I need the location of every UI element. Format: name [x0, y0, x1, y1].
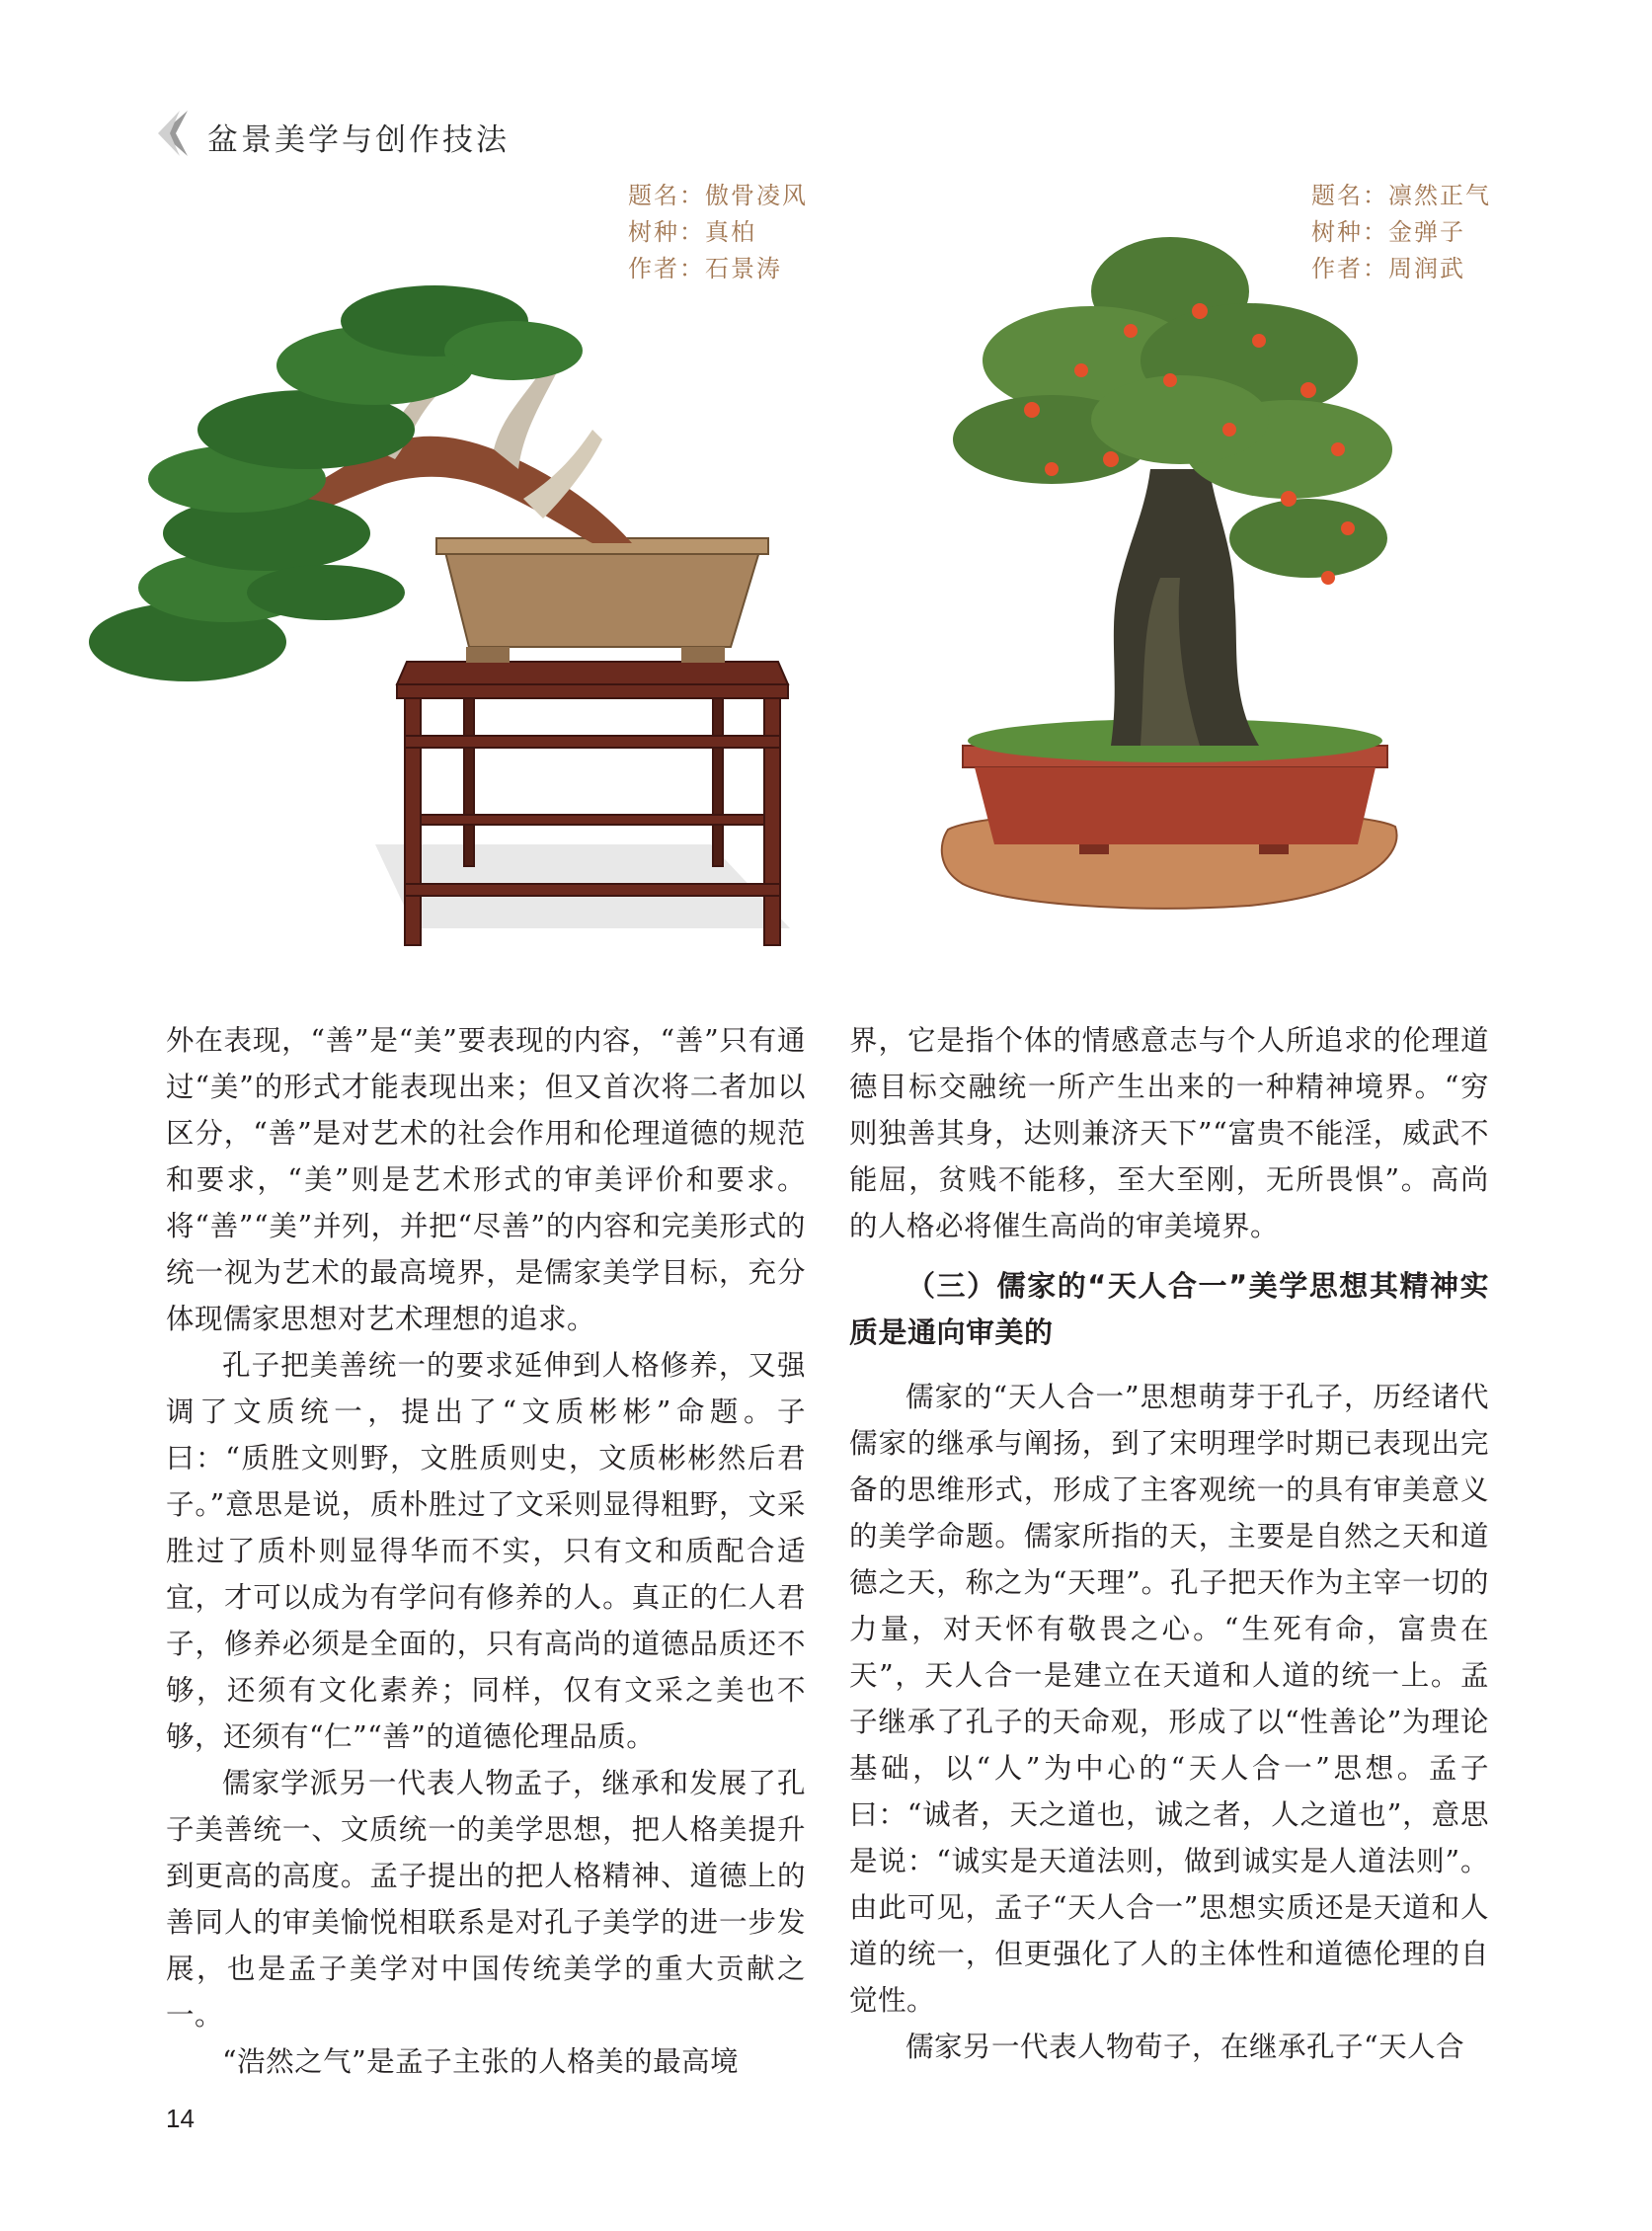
clay-pot: [436, 538, 768, 663]
caption-species: 树种：金弹子: [1311, 218, 1465, 246]
paragraph: 儒家另一代表人物荀子，在继承孔子“天人合: [905, 2031, 1465, 2063]
persimmon-bonsai-photo: [933, 212, 1407, 914]
left-text-column: [166, 1017, 806, 2085]
page-number: 14: [166, 2104, 195, 2133]
juniper-bonsai-photo: [79, 202, 790, 953]
caption-author: 作者：周润武: [1311, 255, 1465, 282]
paragraph: 儒家的“天人合一”思想萌芽于孔子，历经诸代儒家的继承与阐扬，到了宋明理学时期已表现出完备的思维形式，形成了主客观统一的具有审美意义的美学命题。儒家所指的天，主要是自然之天和道德之天，称之为“天理”。孔子把天作为主宰一切的力量，对天怀有敬畏之心。“生死有命，富贵在天”，天人合一是建立在天道和人道的统一上。孟子继承了孔子的天命观，形成了以“性善论”为理论基础，以“人”为中心的“天人合一”思想。孟子曰：“诚者，天之道也，诚之者，人之道也”，意思是说：“诚实是天道法则，做到诚实是人道法则”。由此可见，孟子“天人合一”思想实质还是天道和人道的统一，但更强化了人的主体性和道德伦理的自觉性。: [849, 1381, 1489, 2017]
paragraph: 儒家学派另一代表人物孟子，继承和发展了孔子美善统一、文质统一的美学思想，把人格美提升到更高的高度。孟子提出的把人格精神、道德上的善同人的审美愉悦相联系是对孔子美学的进一步发展，也是孟子美学对中国传统美学的重大贡献之一。: [166, 1767, 806, 2032]
section-heading: （三）儒家的“天人合一”美学思想其精神实质是通向审美的: [849, 1269, 1489, 1349]
paragraph: 孔子把美善统一的要求延伸到人格修养，又强调了文质统一，提出了“文质彬彬”命题。子曰：“质胜文则野，文胜质则史，文质彬彬然后君子。”意思是说，质朴胜过了文采则显得粗野，文采胜过了质朴则显得华而不实，只有文和质配合适宜，才可以成为有学问有修养的人。真正的仁人君子，修养必须是全面的，只有高尚的道德品质还不够，还须有文化素养；同样，仅有文采之美也不够，还须有“仁”“善”的道德伦理品质。: [166, 1349, 806, 1753]
caption-author: 作者：石景涛: [628, 255, 782, 282]
paragraph: 外在表现，“善”是“美”要表现的内容，“善”只有通过“美”的形式才能表现出来；但又首次将二者加以区分，“善”是对艺术的社会作用和伦理道德的规范和要求，“美”则是艺术形式的审美评价和要求。将“善”“美”并列，并把“尽善”的内容和完美形式的统一视为艺术的最高境界，是儒家美学目标，充分体现儒家思想对艺术理想的追求。: [166, 1024, 806, 1335]
book-title: 盆景美学与创作技法: [207, 122, 510, 158]
paragraph: “浩然之气”是孟子主张的人格美的最高境: [222, 2045, 740, 2078]
paragraph: 界，它是指个体的情感意志与个人所追求的伦理道德目标交融统一所产生出来的一种精神境界。“穷则独善其身，达则兼济天下”“富贵不能淫，威武不能屈，贫贱不能移，至大至刚，无所畏惧”。高尚的人格必将催生高尚的审美境界。: [849, 1024, 1489, 1242]
header-chevron-icon: [158, 109, 190, 158]
caption-title: 题名：傲骨凌风: [628, 182, 808, 209]
right-text-column: [849, 1017, 1489, 2070]
caption-title: 题名：凛然正气: [1311, 182, 1491, 209]
caption-species: 树种：真柏: [628, 218, 756, 246]
